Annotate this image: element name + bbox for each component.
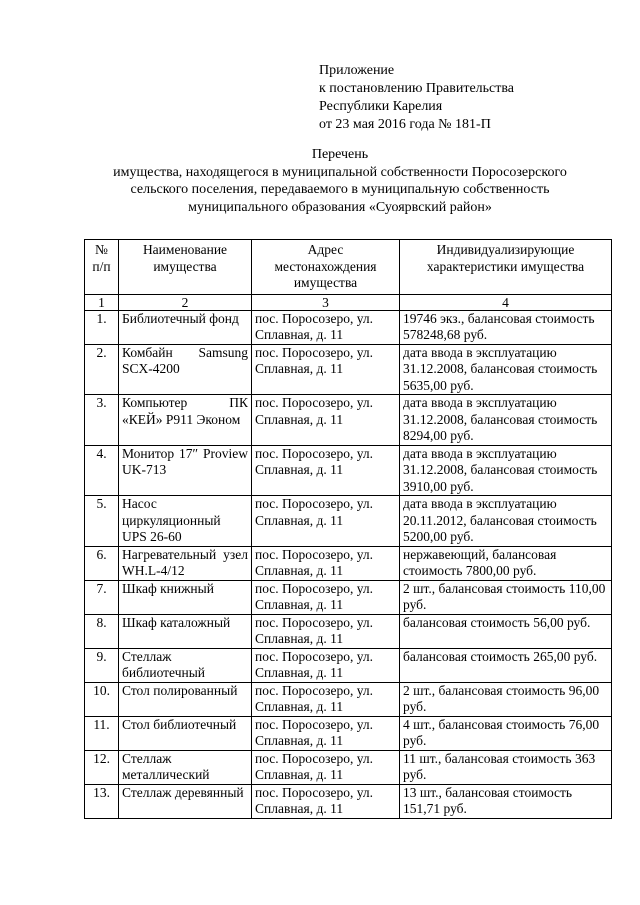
row-name: Нагревательный узел WH.L-4/12 — [119, 546, 252, 580]
row-address: пос. Поросозеро, ул. Сплавная, д. 11 — [252, 580, 400, 614]
row-address: пос. Поросозеро, ул. Сплавная, д. 11 — [252, 445, 400, 496]
heading-title: Перечень — [311, 147, 369, 162]
table-row — [85, 580, 612, 614]
row-address: пос. Поросозеро, ул. Сплавная, д. 11 — [252, 716, 400, 750]
row-address: пос. Поросозеро, ул. Сплавная, д. 11 — [252, 310, 400, 344]
appendix-line: от 23 мая 2016 года № 181-П — [319, 117, 491, 132]
row-number: 3. — [85, 395, 119, 446]
row-address: пос. Поросозеро, ул. Сплавная, д. 11 — [252, 784, 400, 818]
table-row — [85, 614, 612, 648]
row-address: пос. Поросозеро, ул. Сплавная, д. 11 — [252, 648, 400, 682]
row-name: Монитор 17″ Proview UK-713 — [119, 445, 252, 496]
table-row — [85, 682, 612, 716]
row-name: Компьютер ПК «КЕЙ» P911 Эконом — [119, 395, 252, 446]
row-number: 6. — [85, 546, 119, 580]
document-heading — [80, 146, 600, 216]
row-number: 5. — [85, 496, 119, 547]
heading-line: имущества, находящегося в муниципальной собственности Поросозерского — [113, 164, 567, 180]
column-number: 3 — [252, 294, 400, 310]
row-address: пос. Поросозеро, ул. Сплавная, д. 11 — [252, 750, 400, 784]
table-row — [85, 395, 612, 446]
row-address: пос. Поросозеро, ул. Сплавная, д. 11 — [252, 546, 400, 580]
table-row — [85, 445, 612, 496]
row-address: пос. Поросозеро, ул. Сплавная, д. 11 — [252, 496, 400, 547]
row-number: 7. — [85, 580, 119, 614]
row-name: Стол библиотечный — [119, 716, 252, 750]
row-number: 11. — [85, 716, 119, 750]
row-description: 19746 экз., балансовая стоимость 578248,68 руб. — [400, 310, 612, 344]
appendix-line: к постановлению Правительства — [319, 81, 515, 96]
header-number: № п/п — [85, 240, 119, 295]
row-description: дата ввода в эксплуатацию 31.12.2008, балансовая стоимость 5635,00 руб. — [400, 344, 612, 395]
table-row — [85, 716, 612, 750]
appendix-line: Республики Карелия — [319, 99, 443, 114]
table-header-row — [85, 240, 612, 295]
property-table — [84, 239, 612, 819]
row-name: Стол полированный — [119, 682, 252, 716]
header-name: Наименование имущества — [119, 240, 252, 295]
heading-line: сельского поселения, передаваемого в муниципальную собственность — [130, 182, 550, 197]
row-address: пос. Поросозеро, ул. Сплавная, д. 11 — [252, 614, 400, 648]
appendix-block — [319, 62, 514, 134]
table-row — [85, 784, 612, 818]
heading-line: муниципального образования «Суоярвский район» — [188, 199, 492, 215]
table-row — [85, 648, 612, 682]
row-name: Стеллаж деревянный — [119, 784, 252, 818]
row-name: Стеллаж библиотечный — [119, 648, 252, 682]
row-name: Шкаф книжный — [119, 580, 252, 614]
row-description: 2 шт., балансовая стоимость 96,00 руб. — [400, 682, 612, 716]
column-number: 1 — [85, 294, 119, 310]
row-number: 9. — [85, 648, 119, 682]
row-description: балансовая стоимость 56,00 руб. — [400, 614, 612, 648]
row-number: 12. — [85, 750, 119, 784]
row-name: Библиотечный фонд — [119, 310, 252, 344]
row-description: 11 шт., балансовая стоимость 363 руб. — [400, 750, 612, 784]
row-name: Насос циркуляционный UPS 26-60 — [119, 496, 252, 547]
table-row — [85, 546, 612, 580]
row-number: 2. — [85, 344, 119, 395]
row-number: 10. — [85, 682, 119, 716]
table-row — [85, 310, 612, 344]
appendix-line: Приложение — [319, 63, 395, 78]
row-name: Стеллаж металлический — [119, 750, 252, 784]
row-description: дата ввода в эксплуатацию 20.11.2012, балансовая стоимость 5200,00 руб. — [400, 496, 612, 547]
table-row — [85, 750, 612, 784]
row-description: дата ввода в эксплуатацию 31.12.2008, балансовая стоимость 8294,00 руб. — [400, 395, 612, 446]
table-row — [85, 496, 612, 547]
column-number: 2 — [119, 294, 252, 310]
row-name: Шкаф каталожный — [119, 614, 252, 648]
row-description: 4 шт., балансовая стоимость 76,00 руб. — [400, 716, 612, 750]
row-number: 8. — [85, 614, 119, 648]
header-address: Адрес местонахождения имущества — [252, 240, 400, 295]
table-row — [85, 344, 612, 395]
row-name: Комбайн Samsung SCX-4200 — [119, 344, 252, 395]
row-address: пос. Поросозеро, ул. Сплавная, д. 11 — [252, 395, 400, 446]
header-characteristics: Индивидуализирующие характеристики имущества — [400, 240, 612, 295]
row-description: дата ввода в эксплуатацию 31.12.2008, балансовая стоимость 3910,00 руб. — [400, 445, 612, 496]
row-address: пос. Поросозеро, ул. Сплавная, д. 11 — [252, 344, 400, 395]
row-description: 2 шт., балансовая стоимость 110,00 руб. — [400, 580, 612, 614]
row-description: нержавеющий, балансовая стоимость 7800,00 руб. — [400, 546, 612, 580]
row-address: пос. Поросозеро, ул. Сплавная, д. 11 — [252, 682, 400, 716]
row-number: 1. — [85, 310, 119, 344]
row-number: 4. — [85, 445, 119, 496]
row-description: 13 шт., балансовая стоимость 151,71 руб. — [400, 784, 612, 818]
column-number-row — [85, 294, 612, 310]
row-number: 13. — [85, 784, 119, 818]
row-description: балансовая стоимость 265,00 руб. — [400, 648, 612, 682]
column-number: 4 — [400, 294, 612, 310]
